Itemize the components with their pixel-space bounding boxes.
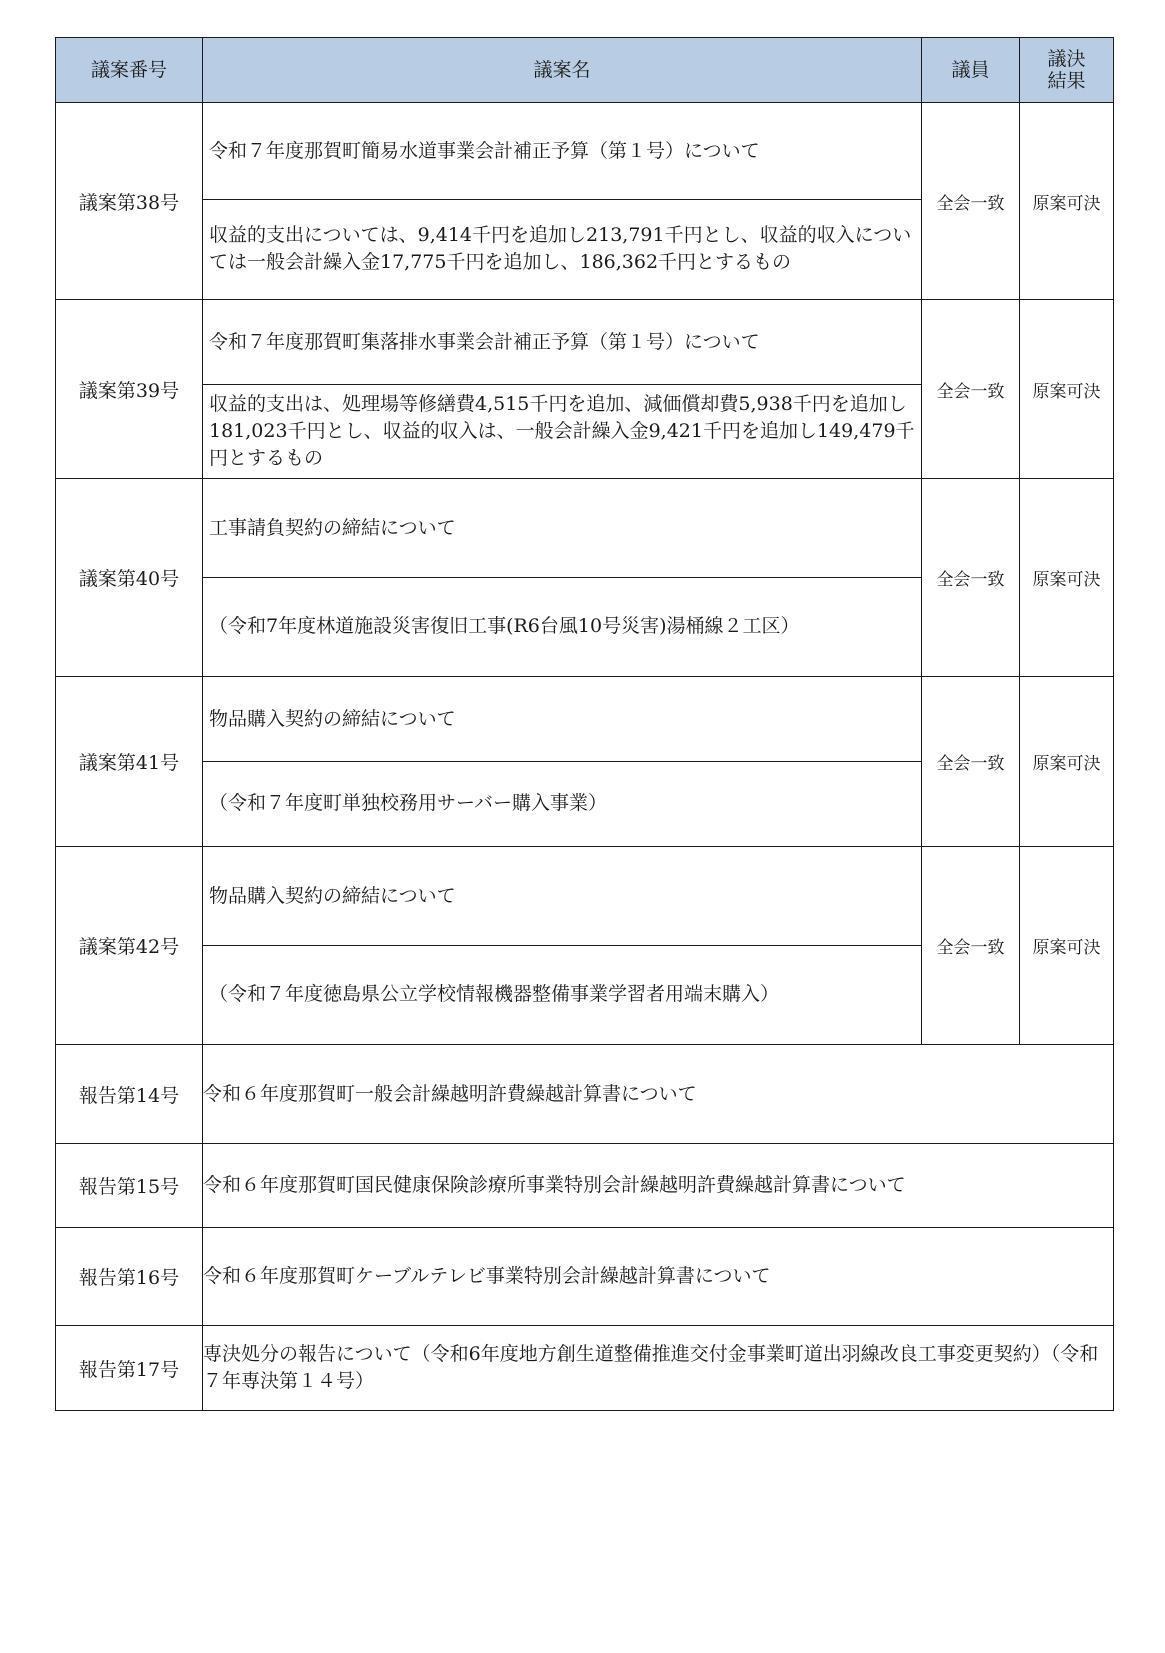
header-result-line1: 議決 [1047, 48, 1086, 70]
report-title: 令和６年度那賀町ケーブルテレビ事業特別会計繰越計算書について [203, 1228, 1114, 1326]
member-vote: 全会一致 [922, 300, 1020, 479]
bill-row-41 [56, 677, 1114, 847]
bill-detail: （令和７年度町単独校務用サーバー購入事業） [209, 792, 608, 814]
bill-row-42 [56, 847, 1114, 1045]
bill-number: 議案第41号 [56, 677, 203, 847]
bill-name-cell [203, 677, 922, 847]
bill-name-cell [203, 300, 922, 479]
header-name: 議案名 [203, 38, 922, 103]
bill-title: 工事請負契約の締結について [203, 479, 921, 578]
report-title: 令和６年度那賀町一般会計繰越明許費繰越計算書について [203, 1045, 1114, 1144]
bill-title: 令和７年度那賀町簡易水道事業会計補正予算（第１号）について [203, 103, 921, 200]
bill-row-38 [56, 103, 1114, 300]
report-row-14 [56, 1045, 1114, 1144]
bill-title: 物品購入契約の締結について [203, 677, 921, 762]
resolution-result: 原案可決 [1020, 103, 1114, 300]
bill-detail: （令和7年度林道施設災害復旧工事(R6台風10号災害)湯桶線２工区） [209, 615, 800, 637]
resolution-result: 原案可決 [1020, 300, 1114, 479]
bill-name-cell [203, 479, 922, 677]
resolution-result: 原案可決 [1020, 479, 1114, 677]
report-title: 令和６年度那賀町国民健康保険診療所事業特別会計繰越明許費繰越計算書について [203, 1144, 1114, 1228]
report-number: 報告第14号 [56, 1045, 203, 1144]
member-vote: 全会一致 [922, 847, 1020, 1045]
report-number: 報告第16号 [56, 1228, 203, 1326]
bill-detail: 収益的支出については、9,414千円を追加し213,791千円とし、収益的収入については一般会計繰入金17,775千円を追加し、186,362千円とするもの [209, 224, 912, 273]
bill-name-cell [203, 847, 922, 1045]
bill-row-40 [56, 479, 1114, 677]
bill-number: 議案第40号 [56, 479, 203, 677]
member-vote: 全会一致 [922, 103, 1020, 300]
bill-name-cell [203, 103, 922, 300]
member-vote: 全会一致 [922, 479, 1020, 677]
resolution-result: 原案可決 [1020, 847, 1114, 1045]
bill-title: 令和７年度那賀町集落排水事業会計補正予算（第１号）について [203, 300, 921, 385]
report-title: 専決処分の報告について（令和6年度地方創生道整備推進交付金事業町道出羽線改良工事変更契約）（令和７年専決第１４号） [203, 1326, 1114, 1411]
header-result-line2: 結果 [1047, 70, 1086, 92]
report-row-17 [56, 1326, 1114, 1411]
bill-number: 議案第39号 [56, 300, 203, 479]
header-result [1020, 38, 1114, 103]
bill-row-39 [56, 300, 1114, 479]
report-number: 報告第17号 [56, 1326, 203, 1411]
bill-detail: （令和７年度徳島県公立学校情報機器整備事業学習者用端末購入） [209, 983, 780, 1005]
header-member: 議員 [922, 38, 1020, 103]
report-row-16 [56, 1228, 1114, 1326]
header-row [56, 38, 1114, 103]
report-row-15 [56, 1144, 1114, 1228]
report-number: 報告第15号 [56, 1144, 203, 1228]
header-number: 議案番号 [56, 38, 203, 103]
bill-number: 議案第38号 [56, 103, 203, 300]
bill-number: 議案第42号 [56, 847, 203, 1045]
agenda-table [55, 37, 1114, 1411]
bill-detail: 収益的支出は、処理場等修繕費4,515千円を追加、減価償却費5,938千円を追加し181,023千円とし、収益的収入は、一般会計繰入金9,421千円を追加し149,479千円とするもの [209, 392, 915, 469]
resolution-result: 原案可決 [1020, 677, 1114, 847]
bill-title: 物品購入契約の締結について [203, 847, 921, 946]
member-vote: 全会一致 [922, 677, 1020, 847]
